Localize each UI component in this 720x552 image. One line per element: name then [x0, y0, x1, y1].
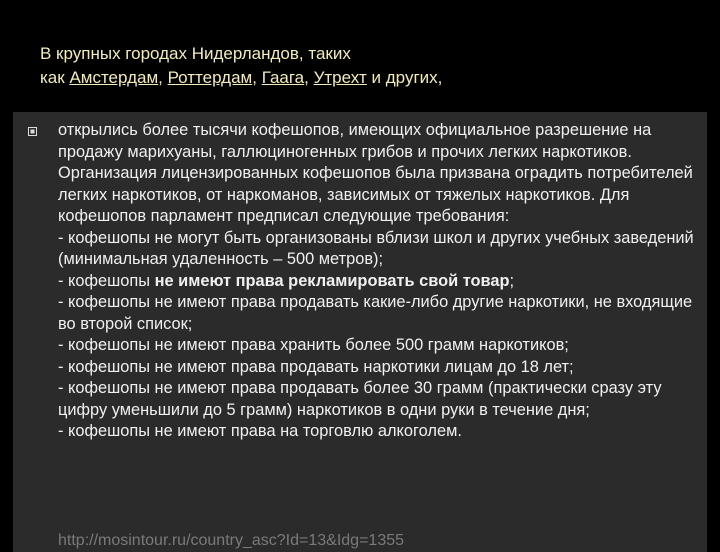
- link-rotterdam[interactable]: Роттердам: [167, 68, 253, 87]
- requirement-2: [58, 271, 694, 293]
- link-amsterdam[interactable]: Амстердам: [69, 68, 159, 87]
- title-line-1: В крупных городах Нидерландов, таких: [40, 44, 351, 63]
- body-text: [58, 120, 694, 443]
- requirement-5: - кофешопы не имеют права продавать наркотики лицам до 18 лет;: [58, 357, 574, 376]
- separator: ,: [252, 68, 262, 87]
- separator: ,: [158, 68, 168, 87]
- link-utrecht[interactable]: Утрехт: [313, 68, 367, 87]
- title-suffix: и других,: [366, 68, 443, 87]
- requirement-2-bold: не имеют права рекламировать свой товар: [154, 271, 510, 290]
- intro-paragraph: открылись более тысячи кофешопов, имеющих официальное разрешение на продажу марихуаны, галлюциногенных грибов и прочих легких наркотиков. Организация лицензированных кофешопов была призвана оградить потребителей легких наркотиков, от наркоманов, зависимых от тяжелых наркотиков. Для кофешопов парламент предписал следующие требования:: [58, 121, 693, 225]
- requirement-1: - кофешопы не могут быть организованы вблизи школ и других учебных заведений (минимальная удаленность – 500 метров);: [58, 228, 694, 268]
- slide-title: [40, 42, 680, 90]
- requirement-2-prefix: - кофешопы: [58, 271, 155, 290]
- requirement-2-suffix: ;: [509, 271, 515, 290]
- requirement-6: - кофешопы не имеют права продавать более 30 грамм (практически сразу эту цифру уменьшили до 5 грамм) наркотиков в одни руки в течение дня;: [58, 379, 662, 419]
- square-bullet-icon: [28, 127, 37, 136]
- title-prefix: как: [40, 68, 70, 87]
- requirement-3: - кофешопы не имеют права продавать какие-либо другие наркотики, не входящие во второй список;: [58, 293, 693, 333]
- link-hague[interactable]: Гаага: [261, 68, 305, 87]
- source-link-cut[interactable]: http://mosintour.ru/country_asc?Id=13&Idg=1355: [58, 532, 405, 549]
- requirement-4: - кофешопы не имеют права хранить более 500 грамм наркотиков;: [58, 336, 569, 354]
- separator: ,: [304, 68, 314, 87]
- square-bullet-icon-svg: [28, 127, 37, 136]
- requirement-7: - кофешопы не имеют права на торговлю алкоголем.: [58, 422, 462, 440]
- title-line-2: [40, 66, 680, 90]
